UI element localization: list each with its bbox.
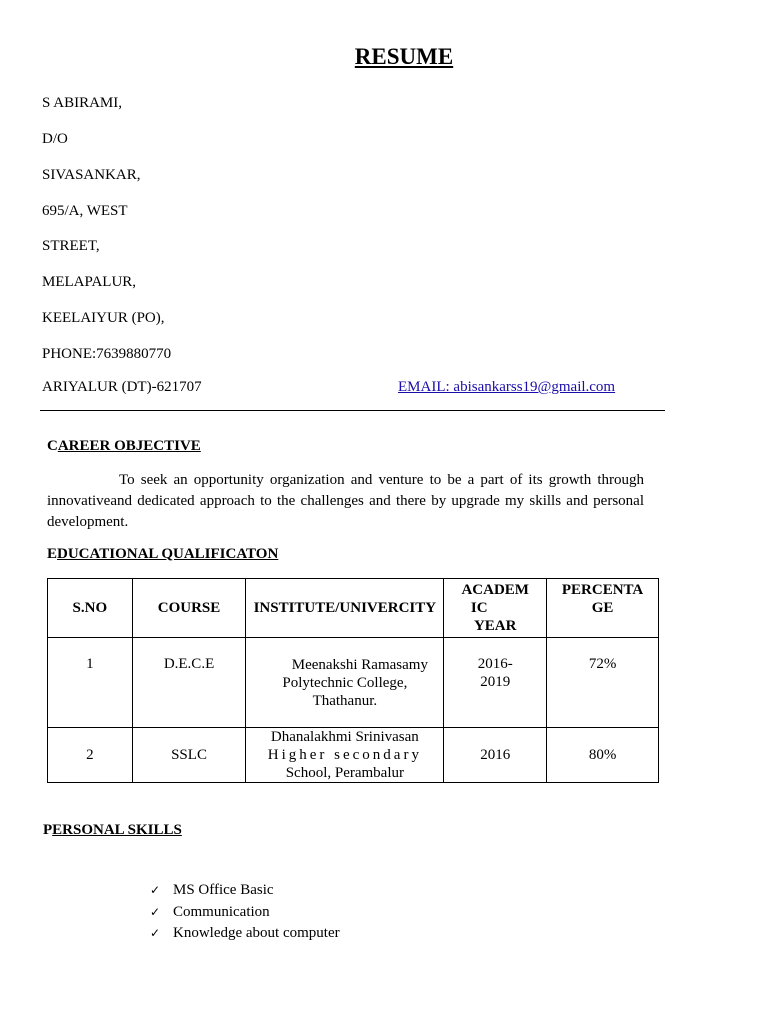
cell-sno: 2 — [48, 728, 133, 783]
skills-heading-rest: ERSONAL SKILLS — [52, 822, 182, 838]
career-objective-heading — [47, 438, 201, 455]
address-line-village: MELAPALUR, — [42, 274, 137, 290]
cell-year: 2016 — [444, 728, 547, 783]
table-row — [48, 638, 659, 728]
checkmark-icon: ✓ — [150, 883, 161, 897]
cell-percentage: 72% — [547, 638, 659, 728]
header-year: ACADEM IC YEAR — [444, 579, 547, 638]
list-item — [150, 880, 340, 902]
skills-heading-initial: P — [43, 822, 53, 838]
education-heading — [47, 546, 278, 563]
education-table — [47, 578, 659, 783]
address-line-parent: SIVASANKAR, — [42, 167, 141, 183]
skills-list — [150, 880, 340, 945]
cell-year: 2016- 2019 — [444, 638, 547, 728]
cell-course: SSLC — [132, 728, 246, 783]
education-heading-initial: E — [47, 546, 58, 562]
cell-institute: Dhanalakhmi Srinivasan Higher secondary School, Perambalur — [246, 728, 444, 783]
page-title: RESUME — [354, 44, 454, 69]
career-objective-body: To seek an opportunity organization and venture to be a part of its growth through innovativeand dedicated approach to the challenges and there by upgrade my skills and personal development. — [47, 472, 644, 530]
list-item — [150, 923, 340, 945]
name-line: S ABIRAMI, — [42, 95, 123, 111]
header-percentage: PERCENTA GE — [547, 579, 659, 638]
cell-institute: Meenakshi Ramasamy Polytechnic College, Thathanur. — [246, 638, 444, 728]
table-row — [48, 728, 659, 783]
cell-sno: 1 — [48, 638, 133, 728]
career-objective-text — [47, 470, 644, 533]
skill-label: Knowledge about computer — [173, 925, 340, 941]
career-heading-rest: AREER OBJECTIVE — [57, 438, 201, 454]
address-line-relation: D/O — [42, 131, 68, 147]
address-line-district: ARIYALUR (DT)-621707 — [42, 379, 202, 395]
skill-label: MS Office Basic — [173, 882, 274, 898]
header-institute: INSTITUTE/UNIVERCITY — [246, 579, 444, 638]
table-header-row — [48, 579, 659, 638]
list-item — [150, 902, 340, 924]
address-line-door: 695/A, WEST — [42, 203, 128, 219]
cell-course: D.E.C.E — [132, 638, 246, 728]
checkmark-icon: ✓ — [150, 926, 161, 940]
phone-line: PHONE:7639880770 — [42, 346, 172, 362]
skill-label: Communication — [173, 903, 270, 920]
education-heading-rest: DUCATIONAL QUALIFICATON — [57, 546, 279, 562]
address-line-street: STREET, — [42, 238, 100, 254]
header-divider — [40, 410, 665, 411]
address-line-post: KEELAIYUR (PO), — [42, 310, 165, 326]
personal-skills-heading — [43, 822, 182, 839]
email-link[interactable]: EMAIL: abisankarss19@gmail.com — [398, 379, 616, 395]
checkmark-icon: ✓ — [150, 904, 161, 919]
career-heading-initial: C — [47, 438, 58, 454]
header-sno: S.NO — [48, 579, 133, 638]
cell-percentage: 80% — [547, 728, 659, 783]
header-course: COURSE — [132, 579, 246, 638]
